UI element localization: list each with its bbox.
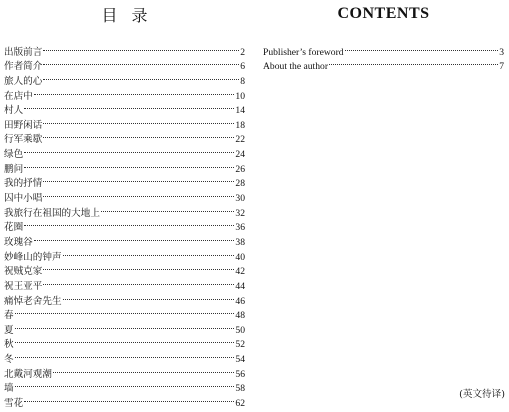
- toc-entry-title: 祝贼克家: [4, 266, 43, 278]
- toc-entry[interactable]: [4, 377, 245, 395]
- toc-entry-page: 52: [235, 339, 245, 351]
- toc-entry-page: 62: [235, 398, 245, 410]
- toc-entry-title: 囚中小唱: [4, 193, 43, 205]
- toc-entry-title: 雪花: [4, 398, 24, 410]
- toc-entry-title: 秋: [4, 339, 14, 351]
- toc-entry-title: 北戴河观潮: [4, 368, 52, 380]
- toc-entry[interactable]: [4, 99, 245, 117]
- toc-entry-title: 绿色: [4, 149, 24, 161]
- dot-leader: [329, 55, 498, 70]
- toc-list-english: [263, 40, 504, 73]
- toc-entry-page: 40: [235, 251, 245, 263]
- toc-entry-page: 54: [235, 354, 245, 366]
- dot-leader: [43, 40, 239, 55]
- toc-entry[interactable]: [4, 333, 245, 351]
- contents-heading-english: CONTENTS: [337, 5, 430, 22]
- dot-leader: [43, 55, 239, 70]
- toc-entry-title: 我旅行在祖国的大地上: [4, 207, 100, 219]
- contents-heading-chinese: 目录: [101, 6, 162, 25]
- dot-leader: [24, 216, 234, 231]
- toc-entry-title: 祝王亚平: [4, 280, 43, 292]
- dot-leader: [43, 128, 234, 143]
- dot-leader: [43, 260, 234, 275]
- toc-entry-page: 7: [499, 61, 504, 73]
- toc-entry-title: 我的抒情: [4, 178, 43, 190]
- toc-entry-title: About the author: [263, 61, 329, 73]
- toc-entry[interactable]: [263, 40, 504, 58]
- dot-leader: [24, 99, 234, 114]
- toc-entry-page: 22: [235, 134, 245, 146]
- dot-leader: [43, 186, 234, 201]
- toc-entry-title: 在店中: [4, 90, 33, 102]
- toc-entry[interactable]: [4, 84, 245, 102]
- toc-entry-title: 村人: [4, 105, 24, 117]
- dot-leader: [34, 230, 235, 245]
- toc-entry-title: 旅人的心: [4, 75, 43, 87]
- dot-leader: [34, 84, 235, 99]
- toc-entry[interactable]: [4, 347, 245, 366]
- toc-entry-page: 50: [235, 324, 245, 336]
- toc-entry-title: 作者简介: [4, 61, 43, 73]
- dot-leader: [43, 172, 234, 187]
- translation-pending-note: (英文待译): [459, 389, 505, 400]
- toc-entry[interactable]: [4, 362, 245, 380]
- toc-entry[interactable]: [4, 318, 245, 336]
- dot-leader: [53, 362, 234, 377]
- dot-leader: [345, 40, 499, 55]
- dot-leader: [24, 391, 234, 406]
- toc-entry[interactable]: [4, 304, 245, 322]
- toc-entry-title: 妙峰山的钟声: [4, 251, 62, 263]
- toc-entry-page: 32: [235, 207, 245, 219]
- dot-leader: [63, 245, 235, 260]
- dot-leader: [63, 289, 235, 304]
- toc-entry-title: 冬: [4, 354, 14, 366]
- toc-entry-page: 58: [235, 383, 245, 395]
- toc-entry-page: 26: [235, 163, 245, 175]
- toc-entry[interactable]: [4, 142, 245, 161]
- toc-entry-page: 42: [235, 266, 245, 278]
- toc-entry-title: 鹏问: [4, 163, 24, 175]
- toc-entry-title: Publisher’s foreword: [263, 46, 344, 58]
- toc-entry[interactable]: [4, 113, 245, 131]
- dot-leader: [43, 69, 239, 84]
- toc-entry-page: 38: [235, 236, 245, 248]
- toc-entry[interactable]: [4, 172, 245, 190]
- toc-entry-page: 10: [235, 90, 245, 102]
- dot-leader: [15, 347, 235, 362]
- toc-entry-title: 玫瑰谷: [4, 236, 33, 248]
- toc-entry-page: 44: [235, 280, 245, 292]
- toc-entry-page: 48: [235, 310, 245, 322]
- dot-leader: [24, 142, 234, 157]
- dot-leader: [101, 201, 234, 216]
- toc-entry-title: 痛悼老舍先生: [4, 295, 62, 307]
- toc-entry-title: 墙: [4, 383, 14, 395]
- toc-list-chinese: [4, 40, 245, 410]
- toc-entry-title: 春: [4, 310, 14, 322]
- dot-leader: [24, 157, 234, 172]
- dot-leader: [15, 318, 235, 333]
- toc-entry-page: 14: [235, 105, 245, 117]
- toc-entry-page: 46: [235, 295, 245, 307]
- toc-entry[interactable]: [4, 40, 245, 58]
- toc-entry-page: 56: [235, 368, 245, 380]
- toc-entry-page: 24: [235, 149, 245, 161]
- toc-entry-page: 2: [240, 46, 245, 58]
- toc-entry-page: 8: [240, 75, 245, 87]
- toc-entry-page: 18: [235, 119, 245, 131]
- toc-entry-title: 夏: [4, 324, 14, 336]
- toc-entry-title: 行军乘歇: [4, 134, 43, 146]
- toc-entry-page: 3: [499, 46, 504, 58]
- toc-entry-title: 花圈: [4, 222, 24, 234]
- toc-entry[interactable]: [4, 230, 245, 248]
- toc-entry-title: 出版前言: [4, 46, 43, 58]
- toc-entry[interactable]: [4, 157, 245, 175]
- toc-entry-page: 36: [235, 222, 245, 234]
- dot-leader: [15, 377, 235, 392]
- dot-leader: [43, 113, 234, 128]
- toc-entry[interactable]: [4, 391, 245, 410]
- toc-entry[interactable]: [4, 245, 245, 263]
- dot-leader: [43, 274, 234, 289]
- toc-entry-page: 30: [235, 193, 245, 205]
- toc-entry-title: 田野闲话: [4, 119, 43, 131]
- toc-entry-page: 28: [235, 178, 245, 190]
- toc-entry[interactable]: [4, 216, 245, 234]
- toc-entry-page: 6: [240, 61, 245, 73]
- dot-leader: [15, 333, 235, 348]
- dot-leader: [15, 304, 235, 319]
